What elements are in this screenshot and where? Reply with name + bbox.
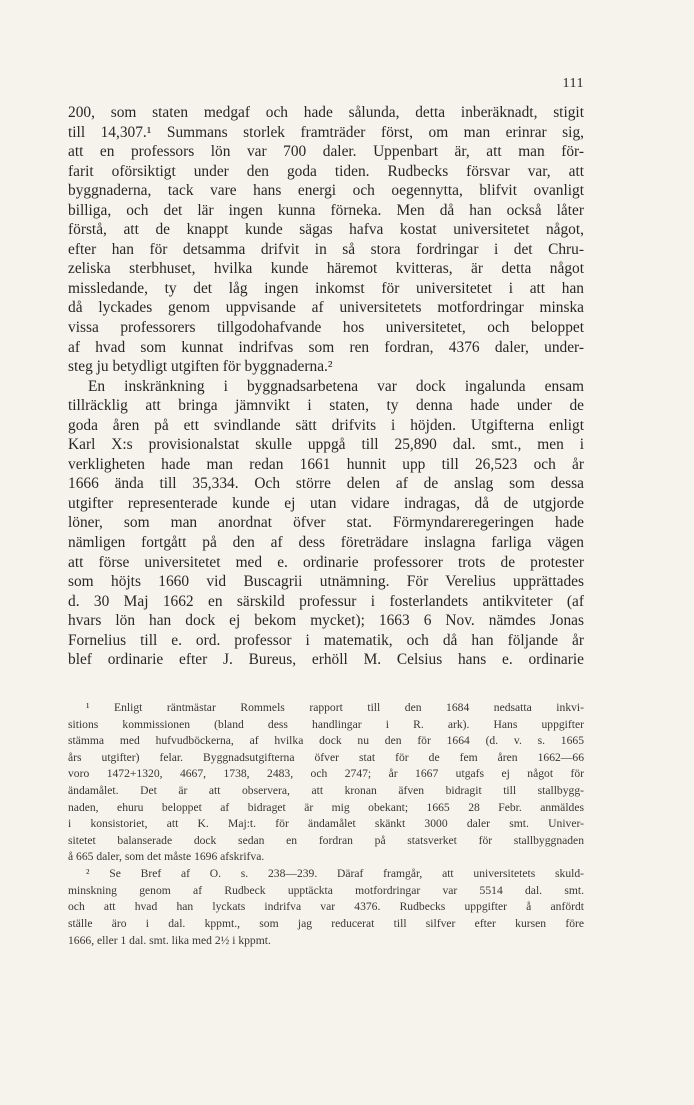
body-line: att en professors lön var 700 daler. Uppenbart är, att man för- — [68, 143, 584, 161]
footnote-line: minskning genom af Rudbeck upptäckta motfordringar var 5514 dal. smt. — [68, 883, 584, 897]
body-line: missledande, ty det låg ingen inkomst för universitetet i att han — [68, 279, 584, 297]
footnotes — [68, 700, 584, 949]
footnote-line: ändamålet. Det är att observera, att kronan äfven bidragit till stallbygg- — [68, 784, 584, 798]
body-line: hvars lön han dock ej bekom mycket); 1663 6 Nov. nämdes Jonas — [68, 612, 584, 630]
body-line: nämligen fortgått på den af dess företrädare inslagna farliga vägen — [68, 534, 584, 552]
body-line: blef ordinarie efter J. Bureus, erhöll M. Celsius hans e. ordinarie — [68, 651, 584, 669]
footnote-line: stämma med hufvudböckerna, af hvilka dock nu den för 1664 (d. v. s. 1665 — [68, 734, 584, 748]
body-line: som höjts 1660 vid Buscagrii utnämning. För Verelius upprättades — [68, 573, 584, 591]
footnote-line: 1666, eller 1 dal. smt. lika med 2½ i kppmt. — [68, 933, 271, 947]
body-line: förstå, att de knappt kunde sägas hafva kostat universitetet något, — [68, 221, 584, 239]
footnote-line: voro 1472+1320, 4667, 1738, 2483, och 2747; år 1667 utgafs ej något för — [68, 767, 584, 781]
page-number: 111 — [562, 76, 584, 91]
body-line: Karl X:s provisionalstat skulle uppgå till 25,890 dal. smt., men i — [68, 436, 584, 454]
body-line: löner, som man anordnat öfver stat. Förmyndareregeringen hade — [68, 514, 584, 532]
footnote-line: naden, ehuru beloppet af bidraget är mig obekant; 1665 28 Febr. anmäldes — [68, 800, 584, 814]
body-line: tillräcklig att bringa jämnvikt i staten, ty denna hade under de — [68, 397, 584, 415]
body-line: af hvad som kunnat indrifvas som ren fordran, 4376 daler, under- — [68, 338, 584, 356]
body-line: 200, som staten medgaf och hade sålunda, detta inberäknadt, stigit — [68, 104, 584, 121]
footnote-line: i konsistoriet, att K. Maj:t. för ändamålet skänkt 3000 daler smt. Univer- — [68, 817, 584, 831]
footnote-line: ¹ Enligt räntmästar Rommels rapport till den 1684 nedsatta inkvi- — [86, 701, 584, 714]
body-line: efter han för detsamma drifvit in så stora fordringar i det Chru- — [68, 240, 584, 258]
body-line: vissa professorers tillgodohafvande hos universitetet, och beloppet — [68, 319, 584, 337]
footnote-line: ² Se Bref af O. s. 238—239. Däraf framgår, att universitetets skuld- — [86, 867, 584, 881]
body-line: zeliska sterbhuset, hvilka kunde häremot kvitteras, är detta något — [68, 260, 584, 278]
body-line: byggnaderna, tack vare hans energi och oegennytta, blifvit ovanligt — [68, 182, 584, 200]
body-line: billiga, och det lär ingen kunna förneka. Men då han också låter — [68, 201, 584, 219]
body-line: då lyckades genom uppvisande af universitetets motfordringar minska — [68, 299, 584, 317]
footnote-line: sitetet balanserade dock sedan en fordran på statsverket för stallbyggnaden — [68, 833, 584, 847]
footnote-line: ställe äro i dal. kppmt., som jag reducerat till silfver efter kursen före — [68, 916, 584, 930]
body-line: goda åren på ett svindlande sätt drifvits i höjden. Utgifterna enligt — [68, 416, 584, 434]
book-page — [68, 0, 584, 1105]
body-line: Fornelius till e. ord. professor i matematik, och då han följande år — [68, 631, 584, 649]
body-line: d. 30 Maj 1662 en särskild professur i fosterlandets antikviteter (af — [68, 592, 584, 610]
body-line: En inskränkning i byggnadsarbetena var dock ingalunda ensam — [88, 377, 584, 395]
body-line: steg ju betydligt utgiften för byggnaderna.² — [68, 358, 333, 376]
body-line: verkligheten hade man redan 1661 hunnit upp till 26,523 och år — [68, 455, 584, 473]
body-line: att förse universitetet med e. ordinarie professorer trots de protester — [68, 553, 584, 571]
body-line: farit oförsiktigt under den goda tiden. Rudbecks försvar var, att — [68, 162, 584, 180]
body-text — [68, 103, 584, 670]
footnote-line: och att hvad han lyckats indrifva var 4376. Rudbecks uppgifter å anfördt — [68, 900, 584, 914]
footnote-line: å 665 daler, som det måste 1696 afskrifva. — [68, 850, 265, 864]
footnote-line: års utgifter) felar. Byggnadsutgifterna öfver stat för de fem åren 1662—66 — [68, 750, 584, 764]
footnote-line: sitions kommissionen (bland dess handlingar i R. ark). Hans uppgifter — [68, 717, 584, 731]
body-line: 1666 ända till 35,334. Och större delen af de anslag som dessa — [68, 475, 584, 493]
body-line: utgifter representerade kunde ej utan vidare indragas, då de utgjorde — [68, 494, 584, 512]
body-line: till 14,307.¹ Summans storlek framträder först, om man erinrar sig, — [68, 123, 584, 141]
